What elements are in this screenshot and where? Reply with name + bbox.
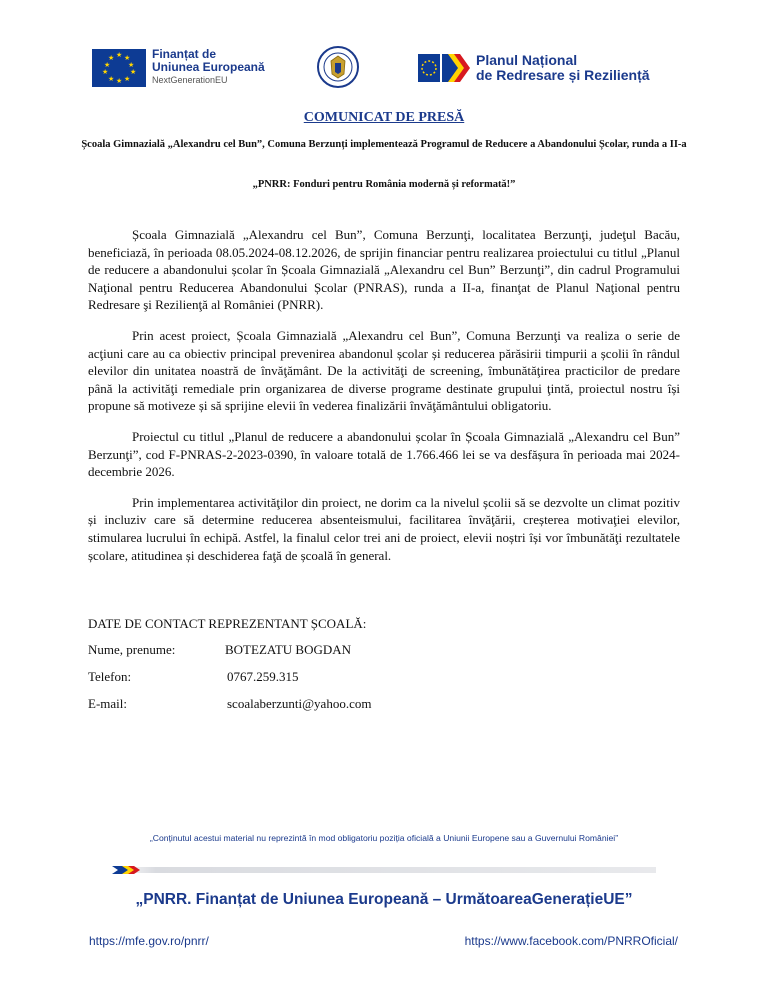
paragraph: Școala Gimnazială „Alexandru cel Bun”, Comuna Berzunţi, localitatea Berzunţi, judeţul Bacău, beneficiază, în perioada 08.05.2024-08.12.2026, de sprijin financiar pentru realizarea proiectului cu titlul „Planul de reducere a abandonului școlar în Școala Gimnazială „Alexandru cel Bun” Berzunţi”, din cadrul Programului Naţional pentru Reducerea Abandonului Școlar (PNRAS), runda a II-a, finanţat de Planul Naţional pentru Redresare şi Rezilienţă al României (PNRR). bbox=[88, 227, 680, 313]
contact-email-label: E-mail: bbox=[88, 696, 127, 711]
paragraph: Prin acest proiect, Școala Gimnazială „Alexandru cel Bun”, Comuna Berzunţi va realiza o serie de acţiuni care au ca obiectiv principal prevenirea abandonul școlar și reducerea părăsirii timpurii a școlii în rândul elevilor din unitatea noastră de învăţământ. De la activităţi de screening, îmbunătăţirea practicilor de predare până la activităţi remediale prin organizarea de diverse programe destinate grupului ţintă, proiectul nostru își propune să motiveze și să sprijine elevii în vederea finalizării învăţământului obligatoriu. bbox=[88, 327, 680, 414]
pnrr-logo bbox=[418, 51, 650, 85]
eu-logo-line3: NextGenerationEU bbox=[152, 75, 228, 85]
page-title: COMUNICAT DE PRESĂ bbox=[303, 110, 465, 125]
eu-funding-logo bbox=[92, 48, 265, 87]
pnrr-logo-line2: de Redresare și Reziliență bbox=[476, 67, 650, 83]
motto: „PNRR: Fonduri pentru România modernă și reformată!” bbox=[252, 179, 516, 190]
press-release-body bbox=[88, 226, 680, 577]
contact-heading: DATE DE CONTACT REPREZENTANT ȘCOALĂ: bbox=[88, 616, 367, 631]
pnrr-logo-line1: Planul Național bbox=[476, 52, 578, 68]
contact-email-row bbox=[88, 696, 371, 712]
facebook-link[interactable]: https://www.facebook.com/PNRROficial/ bbox=[464, 934, 678, 948]
contact-name-value: BOTEZATU BOGDAN bbox=[225, 642, 352, 657]
contact-phone-value: 0767.259.315 bbox=[227, 669, 299, 684]
contact-phone-row bbox=[88, 669, 299, 685]
paragraph: Prin implementarea activităţilor din proiect, ne dorim ca la nivelul școlii să se dezvolte un climat pozitiv și incluziv care să determine reducerea absenteismului, facilitarea învăţării, creșterea motivaţiei elevilor, stimularea lucrului în echipă. Astfel, la finalul celor trei ani de proiect, elevii noștri își vor îmbunătăţi rezultatele școlare, atitudinea și deschiderea faţă de școală în general. bbox=[88, 494, 680, 563]
contact-name-label: Nume, prenume: bbox=[88, 642, 176, 657]
contact-email-value[interactable]: scoalaberzunti@yahoo.com bbox=[227, 696, 372, 711]
romanian-government-seal-icon bbox=[317, 44, 359, 90]
eu-flag-icon: ★ ★ ★ ★ ★ ★ ★ ★ ★ ★ bbox=[92, 49, 146, 87]
paragraph: Proiectul cu titlul „Planul de reducere a abandonului școlar în Școala Gimnazială „Alexandru cel Bun” Berzunţi”, cod F-PNRAS-2-2023-0390, în valoare totală de 1.766.466 lei se va desfășura în perioada mai 2024-decembrie 2026. bbox=[88, 428, 680, 480]
footer-slogan: „PNRR. Finanțat de Uniunea Europeană – UrmătoareaGenerațieUE” bbox=[135, 891, 633, 908]
subtitle: Școala Gimnazială „Alexandru cel Bun”, Comuna Berzunți implementează Programul de Reducere a Abandonului Școlar, runda a II-a bbox=[81, 139, 687, 150]
footer-color-bar bbox=[112, 861, 656, 869]
contact-phone-label: Telefon: bbox=[88, 669, 132, 684]
eu-disclaimer: „Conținutul acestui material nu reprezintă în mod obligatoriu poziția oficială a Uniunii Europene sau a Guvernului României” bbox=[149, 833, 619, 843]
pnrr-flag-icon bbox=[418, 51, 470, 85]
eu-logo-line1: Finanțat de bbox=[152, 47, 217, 61]
mfe-link[interactable]: https://mfe.gov.ro/pnrr/ bbox=[89, 934, 209, 948]
contact-name-row bbox=[88, 642, 351, 658]
eu-logo-line2: Uniunea Europeană bbox=[152, 60, 265, 74]
